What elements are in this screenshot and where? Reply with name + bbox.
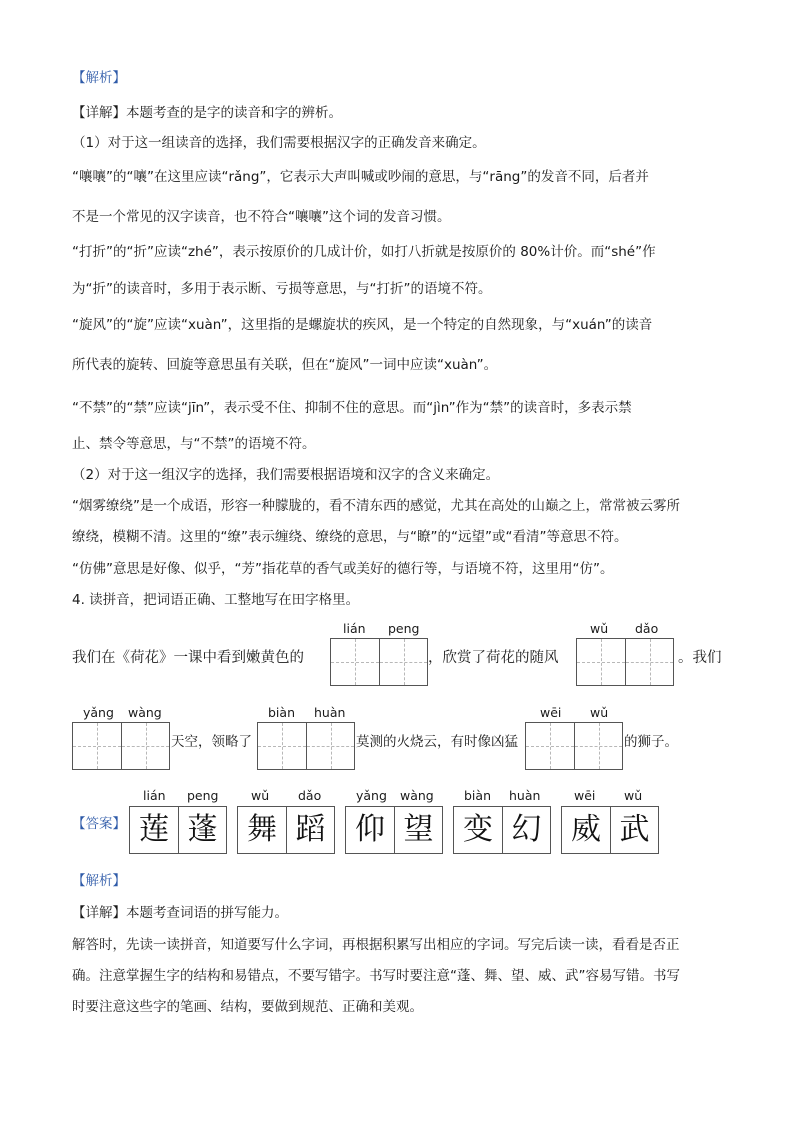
pinyin-peng: peng xyxy=(187,788,219,803)
grid-cell[interactable] xyxy=(306,723,354,769)
pinyin-wu: wǔ xyxy=(590,621,609,636)
paragraph: 确。注意掌握生字的结构和易错点，不要写错字。书写时要注意“蓬、舞、望、威、武”容易写错。书写 xyxy=(72,968,680,984)
pinyin-yang: yǎng xyxy=(356,788,387,803)
pinyin-peng: peng xyxy=(388,621,420,636)
grid-cell[interactable] xyxy=(331,639,379,685)
pinyin-wei: wēi xyxy=(574,788,596,803)
pinyin-huan: huàn xyxy=(509,788,541,803)
answer-grid-lianpeng xyxy=(129,806,227,854)
answer-char: 蓬 xyxy=(178,807,226,853)
pinyin-huan: huàn xyxy=(314,705,346,720)
question-text: 天空，领略了 xyxy=(171,734,252,750)
paragraph: “不禁”的“禁”应读“jīn”，表示受不住、抑制不住的意思。而“jìn”作为“禁”的读音时，多表示禁 xyxy=(72,400,632,416)
answer-char: 舞 xyxy=(247,812,277,847)
paragraph: “仿佛”意思是好像、似乎，“芳”指花草的香气或美好的德行等，与语境不符，这里用“仿”。 xyxy=(72,561,614,577)
pinyin-yang: yǎng xyxy=(83,705,114,720)
writing-grid-yangwang[interactable] xyxy=(72,722,170,770)
detail-heading: 【详解】本题考查的是字的读音和字的辨析。 xyxy=(72,105,342,121)
answer-grid-wudao xyxy=(237,806,335,854)
paragraph: “打折”的“折”应读“zhé”，表示按原价的几成计价，如打八折就是按原价的 80%计价。而“shé”作 xyxy=(72,244,656,260)
pinyin-wu: wǔ xyxy=(590,705,609,720)
pinyin-wu: wǔ xyxy=(251,788,270,803)
writing-grid-lianpeng[interactable] xyxy=(330,638,428,686)
paragraph: （2）对于这一组汉字的选择，我们需要根据语境和汉字的含义来确定。 xyxy=(72,467,500,483)
answer-tag: 【答案】 xyxy=(72,816,126,832)
paragraph: 时要注意这些字的笔画、结构，要做到规范、正确和美观。 xyxy=(72,999,423,1015)
question-text: 的狮子。 xyxy=(624,734,678,750)
answer-char: 仰 xyxy=(355,812,385,847)
paragraph: 缭绕，模糊不清。这里的“缭”表示缠绕、缭绕的意思，与“瞭”的“远望”或“看清”等意思不符。 xyxy=(72,529,628,545)
answer-char: 变 xyxy=(463,812,493,847)
writing-grid-wudao[interactable] xyxy=(576,638,674,686)
paragraph: 止、禁令等意思，与“不禁”的语境不符。 xyxy=(72,436,316,452)
grid-cell[interactable] xyxy=(574,723,622,769)
grid-cell[interactable] xyxy=(121,723,169,769)
pinyin-wei: wēi xyxy=(540,705,562,720)
grid-cell[interactable] xyxy=(258,723,306,769)
question-text: 。我们 xyxy=(678,650,722,666)
grid-cell[interactable] xyxy=(526,723,574,769)
answer-char: 莲 xyxy=(139,812,169,847)
pinyin-bian: biàn xyxy=(268,705,295,720)
pinyin-lian: lián xyxy=(143,788,166,803)
answer-grid-bianhuan xyxy=(453,806,551,854)
pinyin-lian: lián xyxy=(343,621,366,636)
analysis-tag: 【解析】 xyxy=(72,873,126,889)
answer-char: 威 xyxy=(571,812,601,847)
answer-grid-weiwu xyxy=(561,806,659,854)
answer-char: 幻 xyxy=(502,807,550,853)
question-text: ，欣赏了荷花的随风 xyxy=(428,650,559,666)
paragraph: 为“折”的读音时，多用于表示断、亏损等意思，与“打折”的语境不符。 xyxy=(72,281,492,297)
pinyin-wu: wǔ xyxy=(624,788,643,803)
answer-char: 武 xyxy=(610,807,658,853)
paragraph: 不是一个常见的汉字读音，也不符合“嚷嚷”这个词的发音习惯。 xyxy=(72,209,451,225)
analysis-tag: 【解析】 xyxy=(72,70,126,86)
writing-grid-bianhuan[interactable] xyxy=(257,722,355,770)
paragraph: （1）对于这一组读音的选择，我们需要根据汉字的正确发音来确定。 xyxy=(72,135,486,151)
paragraph: “烟雾缭绕”是一个成语，形容一种朦胧的，看不清东西的感觉，尤其在高处的山巅之上，常常被云雾所 xyxy=(72,498,680,514)
grid-cell[interactable] xyxy=(577,639,625,685)
grid-cell[interactable] xyxy=(73,723,121,769)
paragraph: 所代表的旋转、回旋等意思虽有关联，但在“旋风”一词中应读“xuàn”。 xyxy=(72,357,498,373)
grid-cell[interactable] xyxy=(379,639,427,685)
writing-grid-weiwu[interactable] xyxy=(525,722,623,770)
pinyin-dao: dǎo xyxy=(635,621,659,636)
question-title: 4. 读拼音，把词语正确、工整地写在田字格里。 xyxy=(72,592,360,608)
detail-heading: 【详解】本题考查词语的拼写能力。 xyxy=(72,905,288,921)
answer-char: 望 xyxy=(394,807,442,853)
pinyin-wang: wàng xyxy=(128,705,162,720)
pinyin-bian: biàn xyxy=(464,788,491,803)
answer-char: 蹈 xyxy=(286,807,334,853)
question-text: 莫测的火烧云，有时像凶猛 xyxy=(356,734,518,750)
answer-grid-yangwang xyxy=(345,806,443,854)
question-text: 我们在《荷花》一课中看到嫩黄色的 xyxy=(72,650,304,666)
paragraph: “嚷嚷”的“嚷”在这里应读“rǎng”，它表示大声叫喊或吵闹的意思，与“rāng”的发音不同，后者并 xyxy=(72,169,649,185)
pinyin-wang: wàng xyxy=(400,788,434,803)
grid-cell[interactable] xyxy=(625,639,673,685)
pinyin-dao: dǎo xyxy=(298,788,322,803)
paragraph: “旋风”的“旋”应读“xuàn”，这里指的是螺旋状的疾风，是一个特定的自然现象，与“xuán”的读音 xyxy=(72,317,653,333)
paragraph: 解答时，先读一读拼音，知道要写什么字词，再根据积累写出相应的字词。写完后读一读，看看是否正 xyxy=(72,937,680,953)
